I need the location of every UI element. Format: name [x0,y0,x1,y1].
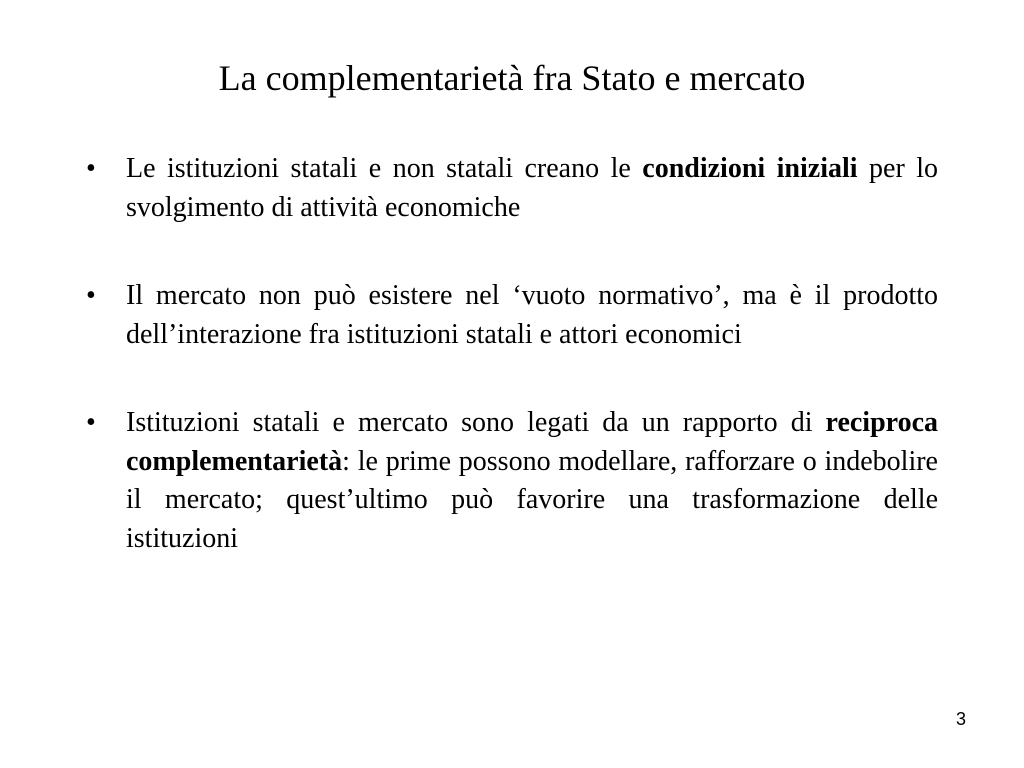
bullet-marker: • [86,280,96,311]
bullet-item [86,277,938,354]
bullet-list [86,150,938,608]
bullet-item [86,404,938,558]
bullet-item [86,150,938,227]
bullet-segment-bold: reciproca complementarietà [126,407,938,477]
bullet-marker: • [86,407,96,438]
bullet-segment-bold: condizioni iniziali [642,153,858,184]
bullet-text [126,407,938,554]
slide-title: La complementarietà fra Stato e mercato [218,58,806,98]
bullet-segment: Le istituzioni statali e non statali creano le [126,153,643,184]
bullet-segment: Il mercato non può esistere nel ‘vuoto normativo’, ma è il prodotto dell’interazione fra istituzioni statali e attori economici [126,280,938,350]
page-number: 3 [955,709,966,729]
bullet-segment: per lo svolgimento di attività economiche [126,153,939,223]
bullet-segment: Istituzioni statali e mercato sono legati da un rapporto di [126,407,826,438]
bullet-segment: : le prime possono modellare, rafforzare o indebolire il mercato; quest’ultimo può favorire una trasformazione delle istituzioni [126,445,938,554]
bullet-marker: • [86,153,96,184]
bullet-text [126,280,938,350]
bullet-text [126,153,938,223]
